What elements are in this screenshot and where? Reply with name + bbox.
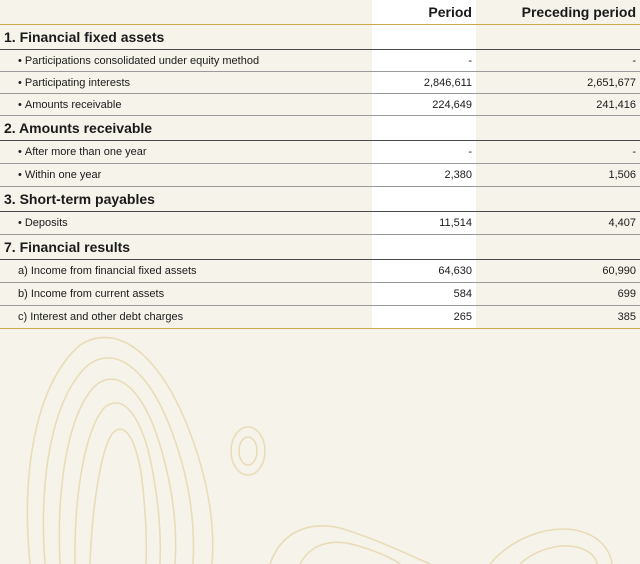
table-header bbox=[0, 0, 640, 25]
row-label: Participations consolidated under equity method bbox=[24, 54, 260, 67]
row-period-value: 265 bbox=[372, 306, 476, 328]
row-label: Amounts receivable bbox=[24, 98, 122, 111]
section-title: 1. Financial fixed assets bbox=[4, 29, 165, 45]
row-period-value: 2,846,611 bbox=[372, 72, 476, 93]
section-title: 2. Amounts receivable bbox=[4, 120, 153, 136]
row-preceding-value: 241,416 bbox=[596, 98, 636, 111]
table-row bbox=[0, 50, 640, 72]
section-title: 7. Financial results bbox=[4, 239, 131, 255]
table-row bbox=[0, 164, 640, 187]
table-row bbox=[0, 72, 640, 94]
row-label: Within one year bbox=[24, 169, 102, 181]
section-title: 3. Short-term payables bbox=[4, 191, 155, 207]
row-period-value: - bbox=[372, 50, 476, 71]
bullet-icon: • bbox=[18, 76, 22, 89]
row-label: c) Interest and other debt charges bbox=[18, 311, 184, 323]
row-period-value: 64,630 bbox=[372, 260, 476, 282]
header-period: Period bbox=[372, 0, 476, 24]
table-row bbox=[0, 306, 640, 329]
row-period-value: - bbox=[372, 141, 476, 163]
bullet-icon: • bbox=[18, 217, 22, 229]
table-row bbox=[0, 94, 640, 116]
section-header bbox=[0, 116, 640, 141]
row-label: a) Income from financial fixed assets bbox=[18, 265, 197, 277]
table-row bbox=[0, 212, 640, 235]
row-period-value: 584 bbox=[372, 283, 476, 305]
row-period-value: 2,380 bbox=[372, 164, 476, 186]
row-period-value: 11,514 bbox=[372, 212, 476, 234]
row-preceding-value: 4,407 bbox=[608, 217, 636, 229]
row-label: Deposits bbox=[24, 217, 68, 229]
row-preceding-value: 2,651,677 bbox=[587, 76, 636, 89]
section-header bbox=[0, 187, 640, 212]
table-row bbox=[0, 141, 640, 164]
section-header bbox=[0, 25, 640, 50]
section-header bbox=[0, 235, 640, 260]
bullet-icon: • bbox=[18, 169, 22, 181]
bullet-icon: • bbox=[18, 98, 22, 111]
row-preceding-value: 1,506 bbox=[608, 169, 636, 181]
header-preceding-period: Preceding period bbox=[521, 4, 636, 20]
row-label: After more than one year bbox=[24, 146, 147, 158]
row-preceding-value: 60,990 bbox=[602, 265, 636, 277]
row-label: b) Income from current assets bbox=[18, 288, 165, 300]
row-preceding-value: - bbox=[632, 54, 636, 67]
row-label: Participating interests bbox=[24, 76, 131, 89]
bullet-icon: • bbox=[18, 146, 22, 158]
row-preceding-value: 699 bbox=[617, 288, 636, 300]
row-period-value: 224,649 bbox=[372, 94, 476, 115]
row-preceding-value: 385 bbox=[617, 311, 636, 323]
bullet-icon: • bbox=[18, 54, 22, 67]
table-row bbox=[0, 260, 640, 283]
table-row bbox=[0, 283, 640, 306]
row-preceding-value: - bbox=[632, 146, 636, 158]
